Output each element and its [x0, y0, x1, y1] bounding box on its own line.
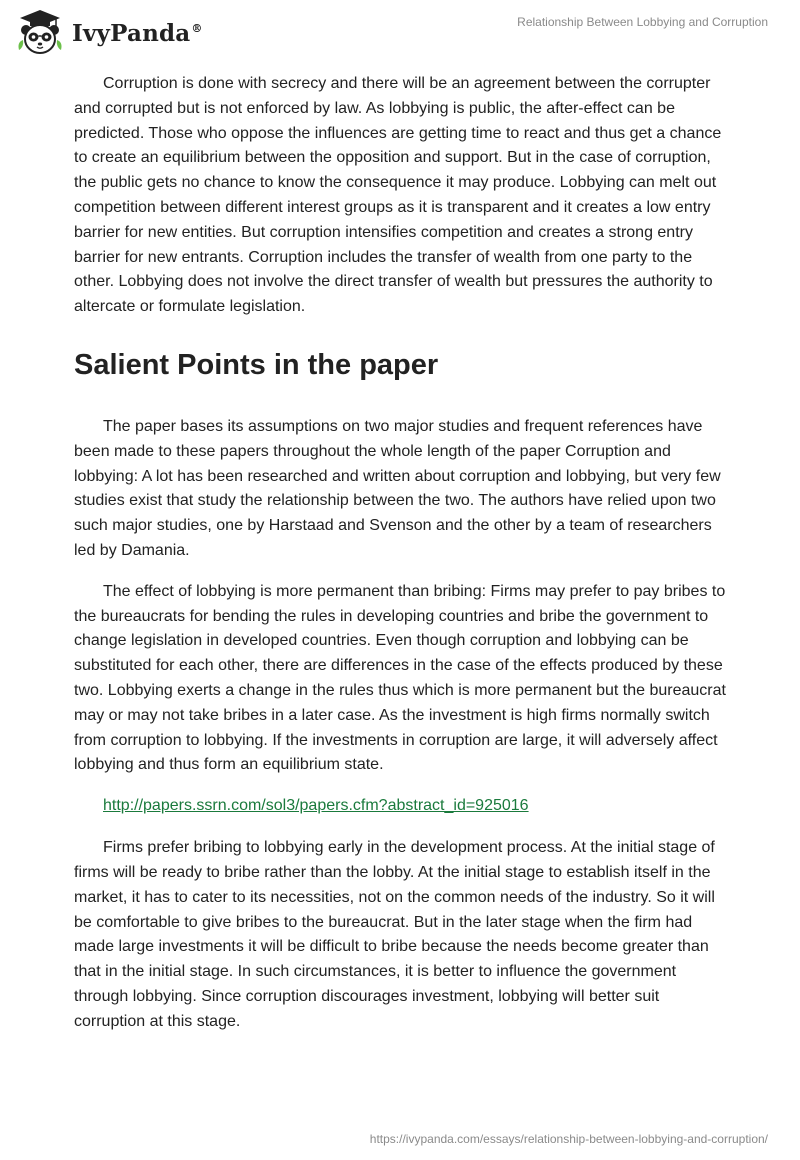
essay-content — [74, 72, 726, 1051]
footer-url[interactable]: https://ivypanda.com/essays/relationship-between-lobbying-and-corruption/ — [369, 1132, 768, 1146]
paragraph: The effect of lobbying is more permanent than bribing: Firms may prefer to pay bribes to the bureaucrats for bending the rules in developing countries and bribe the government to change legislation in developed countries. Even though corruption and lobbying can be substituted for each other, there are differences in the case of the effects produced by these two. Lobbying exerts a change in the rules thus which is more permanent but the bureaucrat may or may not take bribes in a later case. As the investment is high firms normally switch from corruption to lobbying. If the investments in corruption are large, it will adversely affect lobbying and thus form an equilibrium state. — [74, 582, 726, 774]
registered-mark: ® — [191, 21, 203, 35]
paragraph: Firms prefer bribing to lobbying early in the development process. At the initial stage of firms will be ready to bribe rather than the lobby. At the initial stage to establish itself in the market, it has to cater to its necessities, not on the common needs of the industry. So it will be comfortable to give bribes to the bureaucrat. But in the later stage when the firm had made large investments it will be difficult to bribe because the needs become greater than that in the initial stage. In such circumstances, it is better to influence the government through lobbying. Since corruption discourages investment, lobbying will better suit corruption at this stage. — [74, 839, 715, 1030]
paragraph: The paper bases its assumptions on two major studies and frequent references have been made to these papers throughout the whole length of the paper Corruption and lobbying: A lot has been researched and written about corruption and lobbying, but very few studies exist that study the relationship between the two. The authors have relied upon two such major studies, one by Harstaad and Svenson and the other by a team of researchers led by Damania. — [74, 417, 721, 559]
brand-name-text: IvyPanda — [72, 19, 191, 47]
brand-logo[interactable] — [14, 6, 203, 58]
reference-link-wrapper — [74, 794, 726, 818]
document-title: Relationship Between Lobbying and Corruption — [517, 15, 768, 29]
paragraph: Corruption is done with secrecy and there will be an agreement between the corrupter and corrupted but is not enforced by law. As lobbying is public, the after-effect can be predicted. Those who oppose the influences are getting time to react and thus get a chance to create an equilibrium between the opposition and support. But in the case of corruption, the public gets no chance to know the consequence it may produce. Lobbying can melt out competition between different interest groups as it is transparent and it creates a low entry barrier for new entities. But corruption intensifies competition and creates a strong entry barrier for new entrants. Corruption includes the transfer of wealth from one party to the other. Lobbying does not involve the direct transfer of wealth but pressures the authority to altercate or formulate legislation. — [74, 75, 722, 316]
page-header — [0, 0, 800, 72]
section-heading: Salient Points in the paper — [74, 348, 439, 381]
panda-graduate-icon — [14, 6, 66, 58]
brand-name — [72, 20, 203, 47]
reference-link[interactable]: http://papers.ssrn.com/sol3/papers.cfm?abstract_id=925016 — [103, 797, 529, 815]
